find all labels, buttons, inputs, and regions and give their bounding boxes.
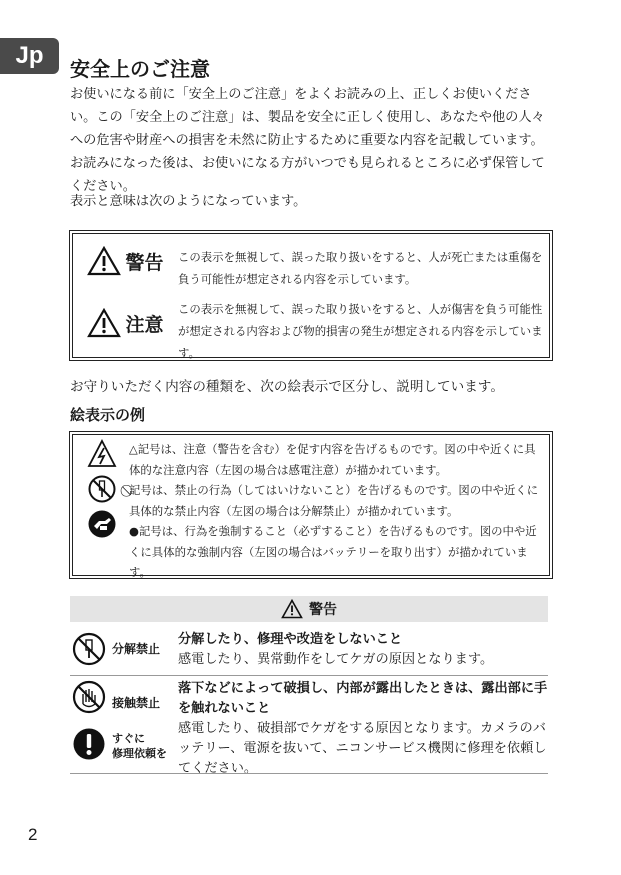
disassembly-prohibited-label: 分解禁止 — [112, 642, 161, 656]
request-repair-label — [112, 731, 167, 761]
do-not-touch-icon — [72, 680, 106, 714]
touch-prohibited-label: 接触禁止 — [112, 696, 161, 710]
caution-row — [73, 298, 549, 364]
caution-symbol-explanation: △記号は、注意（警告を含む）を促す内容を告げるものです。図の中や近くに具体的な注意内容（左図の場合は感電注意）が描かれています。 — [129, 442, 536, 477]
prohibition-symbol-explanation: ⃠記号は、禁止の行為（してはいけないこと）を告げるものです。図の中や近くに具体的な禁止内容（左図の場合は分解禁止）が描かれています。 — [129, 483, 539, 518]
warning-triangle-icon — [281, 599, 303, 619]
caution-triangle-icon — [87, 308, 121, 338]
request-repair-label-line2: 修理依頼を — [112, 747, 167, 760]
disassembly-warning-heading: 分解したり、修理や改造をしないこと — [178, 632, 403, 647]
mandatory-action-icon — [72, 727, 106, 761]
disassembly-warning-description: 感電したり、異常動作をしてケガの原因となります。 — [178, 652, 494, 667]
page-number: 2 — [28, 825, 38, 844]
exposed-parts-warning-heading: 落下などによって破損し、内部が露出したときは、露出部に手を触れないこと — [178, 681, 548, 716]
warning-triangle-icon — [87, 246, 121, 276]
warning-section-label: 警告 — [309, 602, 337, 618]
warning-row — [73, 246, 549, 290]
symbol-examples-box — [69, 431, 553, 579]
category-explanation: お守りいただく内容の種類を、次の絵表示で区分し、説明しています。 — [70, 379, 504, 395]
request-repair-label-line1: すぐに — [112, 732, 145, 745]
do-not-disassemble-icon — [87, 474, 117, 504]
symbol-meaning-box — [69, 230, 553, 361]
warning-section-header — [70, 596, 548, 622]
examples-heading: 絵表示の例 — [70, 406, 146, 424]
exposed-parts-warning-description: 感電したり、破損部でケガをする原因となります。カメラのバッテリー、電源を抜いて、ニコンサービス機関に修理を依頼してください。 — [178, 721, 547, 776]
warning-item-disassembly — [70, 630, 548, 672]
intro-note: 表示と意味は次のようになっています。 — [70, 194, 307, 209]
warning-description: この表示を無視して、誤った取り扱いをすると、人が死亡または重傷を負う可能性が想定される内容を示しています。 — [178, 250, 543, 286]
remove-battery-icon — [87, 509, 117, 539]
warning-item-exposed-parts — [70, 679, 548, 776]
electric-shock-caution-icon — [87, 439, 117, 469]
intro-paragraph: お使いになる前に「安全上のご注意」をよくお読みの上、正しくお使いください。この「安全上のご注意」は、製品を安全に正しく使用し、あなたや他の人々への危害や財産への損害を未然に防止するために重要な内容を記載しています。お読みになった後は、お使いになる方がいつでも見られるところに必ず保管してください。 — [70, 87, 545, 194]
page-title: 安全上のご注意 — [70, 57, 210, 81]
divider — [70, 675, 548, 676]
do-not-disassemble-icon — [72, 632, 106, 666]
warning-label: 警告 — [125, 251, 164, 274]
caution-description: この表示を無視して、誤った取り扱いをすると、人が傷害を負う可能性が想定される内容および物的損害の発生が想定される内容を示しています。 — [178, 302, 543, 360]
mandatory-symbol-explanation: ●記号は、行為を強制すること（必ずすること）を告げるものです。図の中や近くに具体的な強制内容（左図の場合はバッテリーを取り出す）が描かれています。 — [129, 524, 537, 579]
divider — [70, 773, 548, 774]
caution-label: 注意 — [125, 313, 164, 336]
language-tab: Jp — [0, 38, 59, 74]
